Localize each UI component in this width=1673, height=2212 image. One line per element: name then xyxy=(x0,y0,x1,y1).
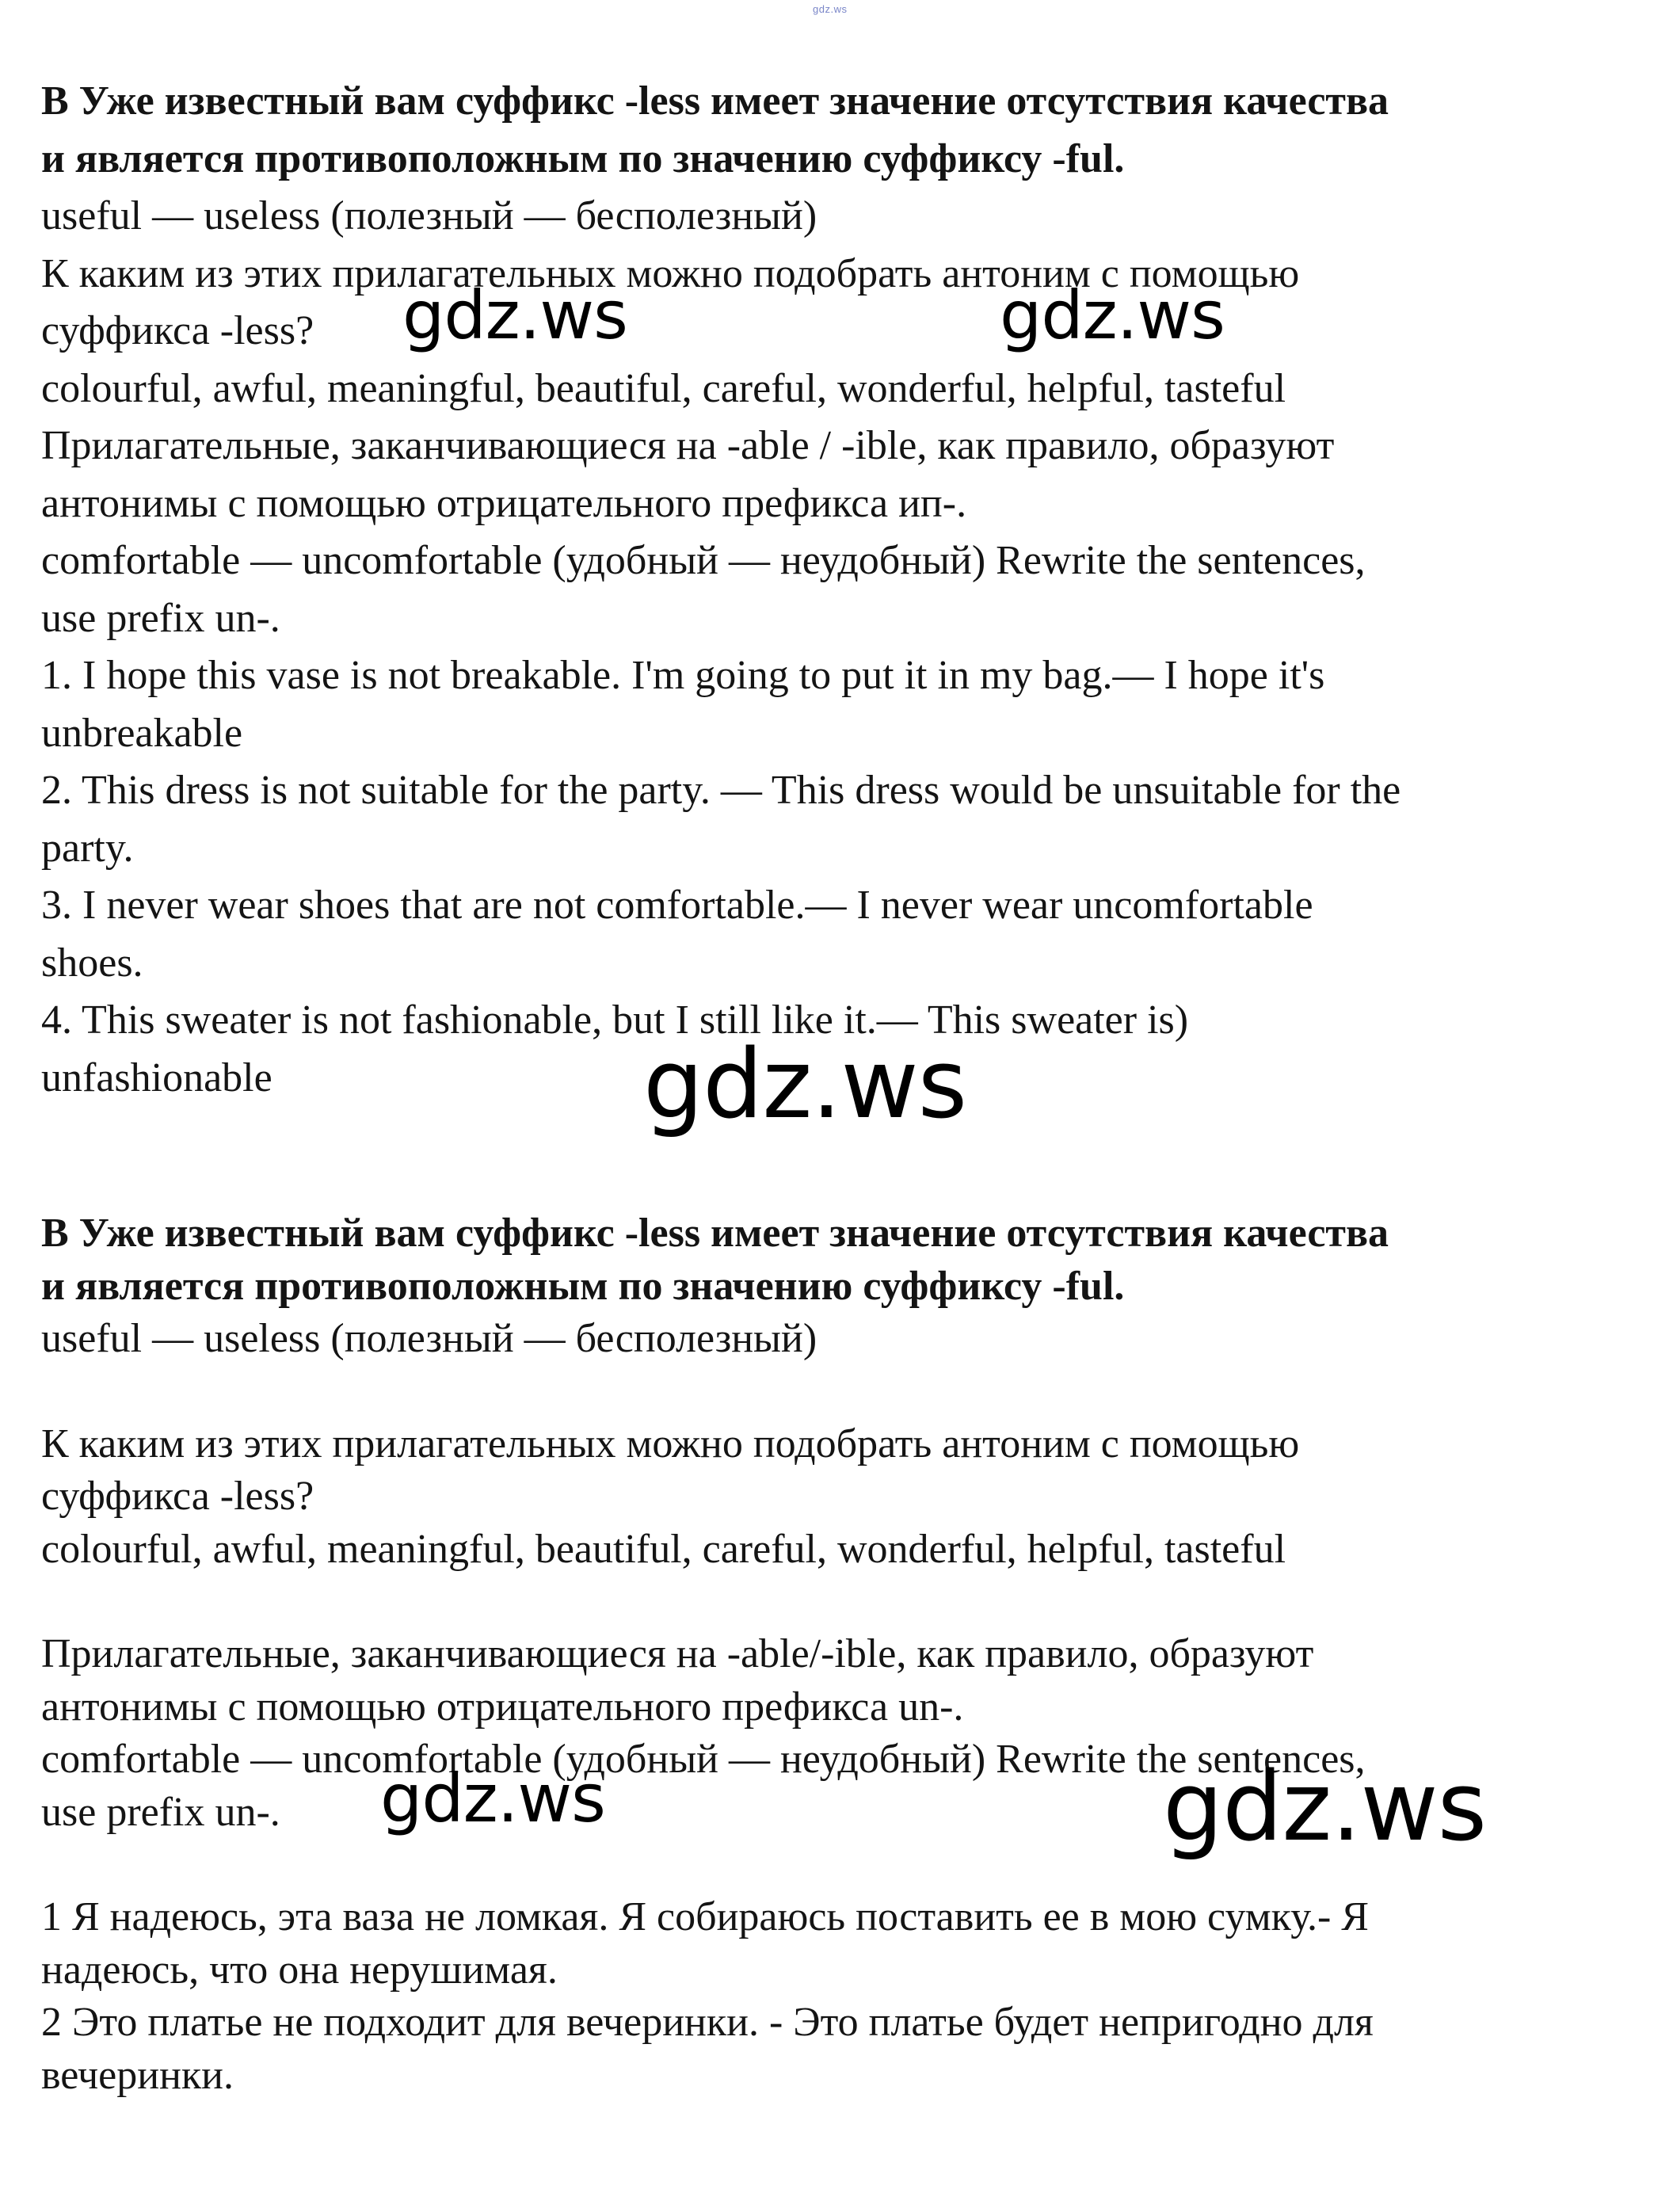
rule-line-1: Прилагательные, заканчивающиеся на -able/-ible, как правило, образуют xyxy=(41,1631,1314,1676)
sentence-4-line-1: 4. This sweater is not fashionable, but I still like it.— This sweater is) xyxy=(41,997,1189,1043)
example-line: useful — useless (полезный — бесполезный) xyxy=(41,193,817,238)
rule-line-2: антонимы с помощью отрицательного префикса ип-. xyxy=(41,480,967,526)
instruction-line-1: comfortable — uncomfortable (удобный — неудобный) Rewrite the sentences, xyxy=(41,538,1366,583)
watermark-1: gdz.ws xyxy=(402,276,627,354)
watermark-4: gdz.ws xyxy=(380,1760,605,1837)
sentence-1-line-1: 1. I hope this vase is not breakable. I'm going to put it in my bag.— I hope it's xyxy=(41,653,1325,698)
example-line: useful — useless (полезный — бесполезный) xyxy=(41,1316,817,1361)
heading-line-2: и является противоположным по значению суффиксу -ful. xyxy=(41,135,1125,181)
exercise-english-block xyxy=(41,73,1618,1107)
sentence-1-line-2: unbreakable xyxy=(41,710,243,756)
instruction-line-2: use prefix un-. xyxy=(41,595,280,641)
instruction-line-2: use prefix un-. xyxy=(41,1789,280,1835)
heading-line-1: B Уже известный вам суффикс -less имеет значение отсутствия качества xyxy=(41,78,1389,124)
paragraph-gap xyxy=(41,1366,1618,1418)
heading-line-1: B Уже известный вам суффикс -less имеет значение отсутствия качества xyxy=(41,1211,1389,1256)
paragraph-gap xyxy=(41,1576,1618,1628)
sentence-2-line-2: party. xyxy=(41,825,134,871)
question-line-1: К каким из этих прилагательных можно подобрать антоним с помощью xyxy=(41,1421,1300,1466)
question-line-1: К каким из этих прилагательных можно подобрать антоним с помощью xyxy=(41,250,1300,296)
instruction-line-1: comfortable — uncomfortable (удобный — неудобный) Rewrite the sentences, xyxy=(41,1737,1366,1782)
word-list: colourful, awful, meaningful, beautiful, careful, wonderful, helpful, tasteful xyxy=(41,1526,1286,1572)
watermark-5: gdz.ws xyxy=(1163,1752,1487,1863)
sentence-3-line-1: 3. I never wear shoes that are not comfortable.— I never wear uncomfortable xyxy=(41,883,1313,928)
watermark-2: gdz.ws xyxy=(1000,276,1225,354)
sentence-3-line-2: shoes. xyxy=(41,940,143,986)
sentence-4-line-2: unfashionable xyxy=(41,1055,272,1100)
rule-line-1: Прилагательные, заканчивающиеся на -able / -ible, как правило, образуют xyxy=(41,423,1335,468)
translation-2-line-2: вечеринки. xyxy=(41,2052,234,2098)
translation-2-line-1: 2 Это платье не подходит для вечеринки. - Это платье будет непригодно для xyxy=(41,2000,1374,2045)
question-line-2: суффикса -less? xyxy=(41,1474,314,1519)
rule-line-2: антонимы с помощью отрицательного префикса un-. xyxy=(41,1684,964,1730)
heading-line-2: и является противоположным по значению суффиксу -ful. xyxy=(41,1263,1125,1309)
watermark-3: gdz.ws xyxy=(643,1030,967,1140)
sentence-2-line-1: 2. This dress is not suitable for the party. — This dress would be unsuitable for the xyxy=(41,768,1401,813)
header-watermark: gdz.ws xyxy=(813,3,848,15)
word-list: colourful, awful, meaningful, beautiful, careful, wonderful, helpful, tasteful xyxy=(41,365,1286,411)
question-line-2: суффикса -less? xyxy=(41,308,314,353)
exercise-translation-block xyxy=(41,1207,1618,2102)
translation-1-line-2: надеюсь, что она нерушимая. xyxy=(41,1947,558,1993)
translation-1-line-1: 1 Я надеюсь, эта ваза не ломкая. Я собираюсь поставить ее в мою сумку.- Я xyxy=(41,1894,1369,1939)
